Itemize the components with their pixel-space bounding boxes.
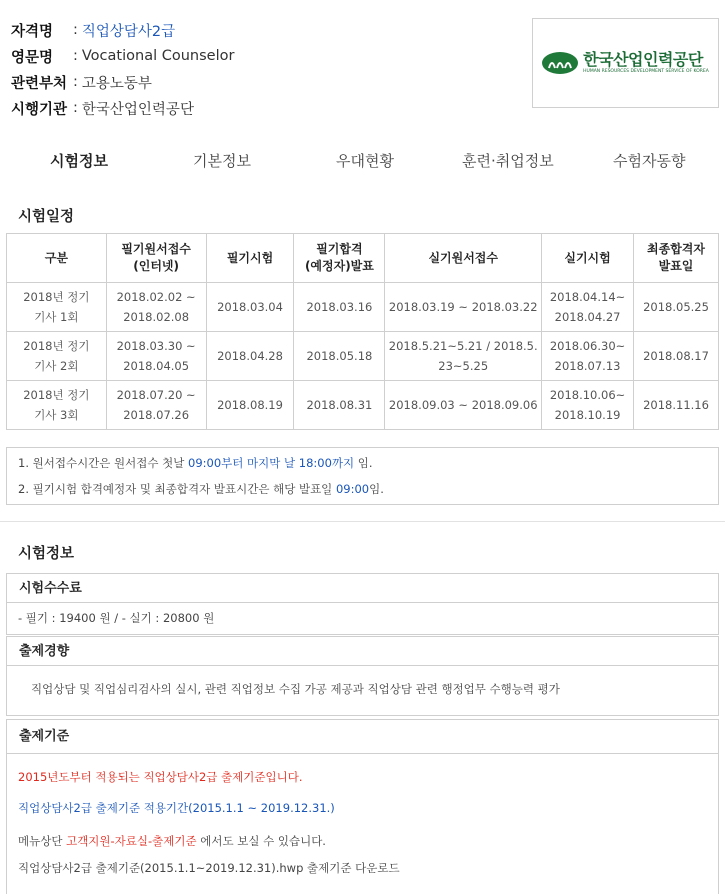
tab-bar bbox=[0, 150, 725, 180]
agency-logo bbox=[532, 18, 719, 108]
tab-basic-info[interactable]: 기본정보 bbox=[193, 152, 251, 170]
schedule-row bbox=[7, 381, 719, 430]
trend-box bbox=[6, 636, 719, 716]
schedule-notes bbox=[6, 447, 719, 505]
criteria-period-link[interactable]: 직업상담사2급 출제기준 적용기간(2015.1.1 ~ 2019.12.31.) bbox=[18, 801, 335, 815]
tab-exam-info[interactable]: 시험정보 bbox=[50, 152, 108, 170]
schedule-title: 시험일정 bbox=[18, 209, 75, 225]
schedule-cell: 2018.03.04 bbox=[206, 283, 294, 332]
schedule-cell: 2018.04.14~ 2018.04.27 bbox=[542, 283, 634, 332]
schedule-header-cell: 필기원서접수 (인터넷) bbox=[106, 234, 206, 283]
schedule-cell: 2018.04.28 bbox=[206, 332, 294, 381]
criteria-menu-link[interactable]: 고객지원-자료실-출제기준 bbox=[66, 834, 197, 848]
criteria-title: 출제기준 bbox=[7, 720, 718, 754]
schedule-cell: 2018.07.20 ~ 2018.07.26 bbox=[106, 381, 206, 430]
criteria-body bbox=[7, 754, 718, 881]
info-key: 자격명 bbox=[11, 23, 54, 40]
schedule-cell: 2018년 정기 기사 1회 bbox=[7, 283, 107, 332]
schedule-cell: 2018.02.02 ~ 2018.02.08 bbox=[106, 283, 206, 332]
trend-title: 출제경향 bbox=[7, 637, 718, 666]
note-2 bbox=[18, 476, 718, 502]
tab-training-employment[interactable]: 훈련·취업정보 bbox=[462, 152, 554, 170]
info-separator: : bbox=[73, 74, 78, 90]
logo-english-name: HUMAN RESOURCES DEVELOPMENT SERVICE OF KOREA bbox=[583, 69, 709, 74]
info-row-ministry bbox=[11, 69, 511, 95]
note-2-text: 2. 필기시험 합격예정자 및 최종합격자 발표시간은 해당 발표일 bbox=[18, 482, 336, 496]
schedule-cell: 2018.05.18 bbox=[294, 332, 385, 381]
schedule-cell: 2018.03.30 ~ 2018.04.05 bbox=[106, 332, 206, 381]
schedule-cell: 2018년 정기 기사 3회 bbox=[7, 381, 107, 430]
tab-preference[interactable]: 우대현황 bbox=[336, 152, 394, 170]
schedule-cell: 2018.11.16 bbox=[634, 381, 719, 430]
logo-korean-name: 한국산업인력공단 bbox=[583, 50, 703, 69]
logo-emblem-icon bbox=[542, 52, 578, 74]
schedule-header-cell: 최종합격자 발표일 bbox=[634, 234, 719, 283]
info-row-name bbox=[11, 17, 511, 43]
trend-body bbox=[7, 666, 718, 705]
fee-body bbox=[7, 603, 718, 634]
fee-box bbox=[6, 573, 719, 635]
ministry-name: 고용노동부 bbox=[81, 75, 152, 92]
schedule-table bbox=[6, 233, 719, 430]
criteria-notice: 2015년도부터 적용되는 직업상담사2급 출제기준입니다. bbox=[18, 770, 303, 784]
logo-wordmark bbox=[583, 51, 709, 75]
info-separator: : bbox=[73, 48, 78, 64]
schedule-cell: 2018.08.31 bbox=[294, 381, 385, 430]
schedule-row bbox=[7, 332, 719, 381]
schedule-header-cell: 필기합격 (예정자)발표 bbox=[294, 234, 385, 283]
criteria-menu-note bbox=[18, 827, 718, 855]
schedule-header-cell: 실기원서접수 bbox=[385, 234, 542, 283]
fee-text: - 필기 : 19400 원 / - 실기 : 20800 원 bbox=[18, 611, 215, 625]
tab-examinee-trends[interactable]: 수험자동향 bbox=[613, 152, 686, 170]
schedule-cell: 2018.09.03 ~ 2018.09.06 bbox=[385, 381, 542, 430]
info-key: 관련부처 bbox=[11, 75, 68, 92]
qualification-name: 직업상담사2급 bbox=[81, 23, 176, 40]
note-1-suffix: 임. bbox=[354, 456, 373, 470]
fee-title: 시험수수료 bbox=[7, 574, 718, 603]
schedule-cell: 2018.05.25 bbox=[634, 283, 719, 332]
schedule-cell: 2018년 정기 기사 2회 bbox=[7, 332, 107, 381]
schedule-cell: 2018.03.16 bbox=[294, 283, 385, 332]
note-1-highlight: 09:00부터 마지막 날 18:00까지 bbox=[188, 456, 355, 470]
note-2-highlight: 09:00 bbox=[335, 482, 370, 496]
schedule-cell: 2018.06.30~ 2018.07.13 bbox=[542, 332, 634, 381]
schedule-header-cell: 실기시험 bbox=[542, 234, 634, 283]
schedule-cell: 2018.5.21~5.21 / 2018.5. 23~5.25 bbox=[385, 332, 542, 381]
schedule-cell: 2018.03.19 ~ 2018.03.22 bbox=[385, 283, 542, 332]
info-key: 시행기관 bbox=[11, 101, 68, 118]
info-separator: : bbox=[73, 100, 78, 116]
schedule-header-row bbox=[7, 234, 719, 283]
english-name: Vocational Counselor bbox=[81, 48, 235, 64]
note-1-text: 1. 원서접수시간은 원서접수 첫날 bbox=[18, 456, 189, 470]
criteria-menu-prefix: 메뉴상단 bbox=[18, 834, 67, 848]
section-divider bbox=[0, 521, 725, 522]
info-row-agency bbox=[11, 95, 511, 121]
exam-info-title: 시험정보 bbox=[18, 546, 75, 562]
schedule-body bbox=[7, 283, 719, 430]
schedule-row bbox=[7, 283, 719, 332]
criteria-box bbox=[6, 719, 719, 894]
note-1 bbox=[18, 450, 718, 476]
criteria-menu-suffix: 에서도 보실 수 있습니다. bbox=[196, 834, 326, 848]
note-2-suffix: 임. bbox=[369, 482, 384, 496]
qualification-info bbox=[11, 17, 511, 121]
criteria-download-link[interactable]: 직업상담사2급 출제기준(2015.1.1~2019.12.31).hwp 출제기준 다운로드 bbox=[18, 861, 400, 875]
schedule-cell: 2018.08.17 bbox=[634, 332, 719, 381]
schedule-cell: 2018.08.19 bbox=[206, 381, 294, 430]
info-key: 영문명 bbox=[11, 49, 54, 66]
schedule-cell: 2018.10.06~ 2018.10.19 bbox=[542, 381, 634, 430]
info-separator: : bbox=[73, 22, 78, 38]
logo-content bbox=[542, 51, 709, 75]
trend-text: 직업상담 및 직업심리검사의 실시, 관련 직업정보 수집 가공 제공과 직업상담 관련 행정업무 수행능력 평가 bbox=[31, 682, 560, 696]
info-row-english-name bbox=[11, 43, 511, 69]
schedule-header-cell: 구분 bbox=[7, 234, 107, 283]
agency-name: 한국산업인력공단 bbox=[81, 101, 194, 118]
schedule-header-cell: 필기시험 bbox=[206, 234, 294, 283]
